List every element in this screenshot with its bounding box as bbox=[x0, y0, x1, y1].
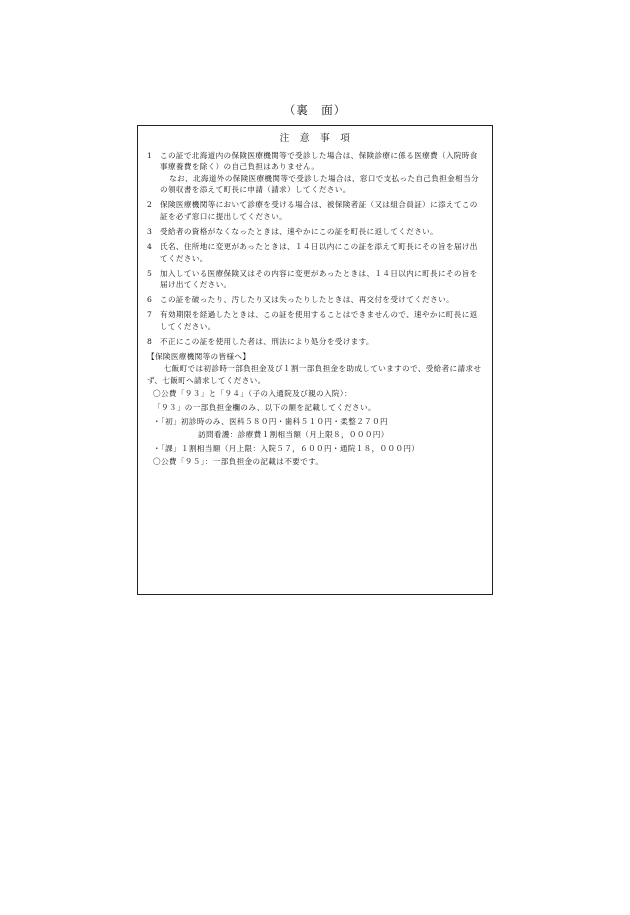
institutions-heading: 【保険医療機関等の皆様へ】 bbox=[147, 351, 251, 361]
item-number: 2 bbox=[147, 200, 153, 210]
item-text: この証で北海道内の保険医療機関等で受診した場合は、保険診療に係る医療費（入院時食事療養費を除く）の自己負担はありません。 bbox=[160, 150, 478, 172]
item-note: なお、北海道外の保険医療機関等で受診した場合は、窓口で支払った自己負担金相当分の領収書を添えて町長に申請（請求）してください。 bbox=[160, 173, 479, 195]
item-text: 保険医療機関等において診療を受ける場合は、被保険者証（又は組合員証）に添えてこの証を必ず窓口に提出してください。 bbox=[160, 200, 478, 221]
notice-item-3 bbox=[147, 226, 483, 238]
item-body bbox=[160, 150, 483, 196]
item-text: 加入している医療保険又はその内容に変更があったときは、１４日以内に町長にその旨を届け出てください。 bbox=[160, 268, 478, 290]
item-text: この証を破ったり、汚したり又は失ったりしたときは、再交付を受けてください。 bbox=[160, 295, 454, 305]
initial-visit-line: ・「初」初診時のみ、医科５８０円・歯科５１０円・柔整２７０円 bbox=[153, 416, 388, 426]
notice-heading: 注 意 事 項 bbox=[279, 133, 351, 144]
item-number: 7 bbox=[147, 310, 153, 320]
notice-item-2 bbox=[147, 199, 483, 222]
notice-box bbox=[137, 125, 493, 595]
notice-item-5 bbox=[147, 268, 483, 291]
item-text: 氏名、住所地に変更があったときは、１４日以内にこの証を添えて町長にその旨を届け出てください。 bbox=[160, 241, 478, 263]
item-number: 8 bbox=[147, 336, 153, 346]
notice-item-7 bbox=[147, 309, 483, 332]
tax-line: ・「課」１割相当額（月上限：入院５７，６００円・通院１８，０００円） bbox=[153, 443, 420, 453]
item-number: 4 bbox=[147, 241, 153, 251]
item-text: 不正にこの証を使用した者は、刑法により処分を受けます。 bbox=[160, 336, 374, 346]
notice-item-6 bbox=[147, 294, 483, 306]
instruction-line: 「９３」の一部負担金欄のみ、以下の額を記載してください。 bbox=[153, 403, 376, 412]
item-text: 受給者の資格がなくなったときは、速やかにこの証を町長に返してください。 bbox=[160, 226, 439, 236]
item-number: 1 bbox=[147, 150, 153, 160]
notice-item-8 bbox=[147, 336, 483, 348]
item-number: 6 bbox=[147, 295, 153, 305]
public-95-line: 〇公費「９５」：一部負担金の記載は不要です。 bbox=[153, 457, 324, 467]
item-text: 有効期限を経過したときは、この証を使用することはできませんので、速やかに町長に返してください。 bbox=[160, 310, 478, 331]
home-nursing-line: 訪問看護：診療費１割相当額（月上限８，０００円） bbox=[198, 430, 389, 440]
notice-item-1 bbox=[147, 150, 483, 196]
public-93-94-line: 〇公費「９３」と「９４」（子の入通院及び親の入院）： bbox=[153, 389, 352, 399]
page-title: （裏 面） bbox=[283, 103, 347, 117]
institutions-intro: 七飯町では初診時一部負担金及び１割一部負担金を助成していますので、受給者に請求せず、七飯町へ請求してください。 bbox=[147, 364, 482, 385]
item-number: 3 bbox=[147, 226, 153, 236]
notice-item-4 bbox=[147, 241, 483, 264]
item-number: 5 bbox=[147, 268, 153, 278]
